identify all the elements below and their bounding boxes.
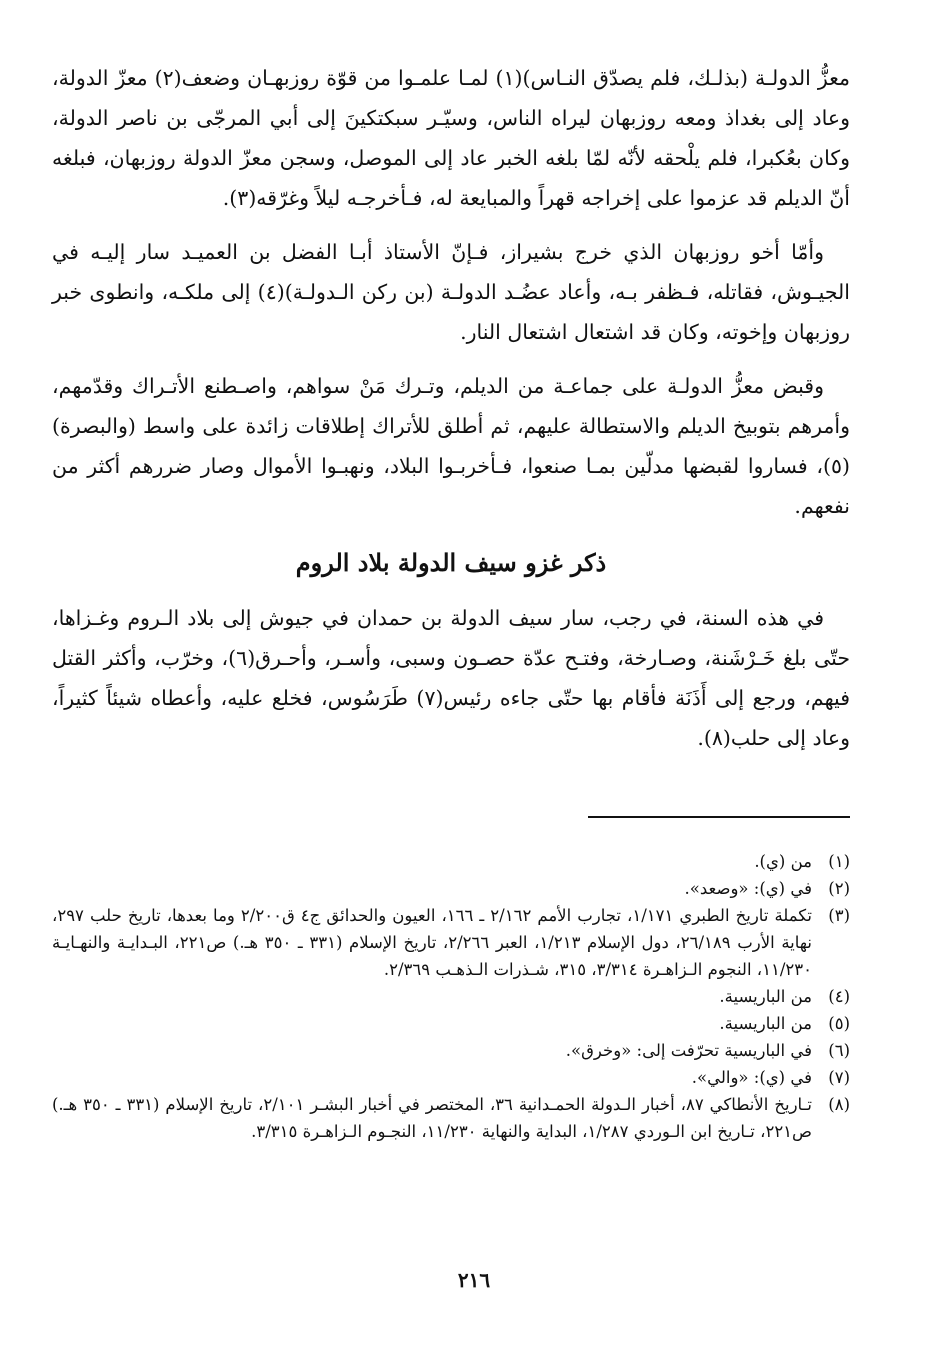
footnote <box>52 848 850 875</box>
footnote-number: (٥) <box>828 1014 850 1033</box>
footnote-text: في الباريسية تحرّفت إلى: «وخرق». <box>565 1041 812 1060</box>
footnote <box>52 1037 850 1064</box>
section-heading: ذكر غزو سيف الدولة بلاد الروم <box>295 548 607 577</box>
paragraph-4: في هذه السنة، في رجب، سار سيف الدولة بن حمدان في جيوش إلى بلاد الـروم وغـزاها، حتّى بلغ خَـرْشَنة، وصـارخة، وفتـح عدّة حصـون وسبى، وأسـر، وأحـرق(٦)، وخرّب، وأكثر القتل فيهم، ورجع إلى أَذَنَة فأقام بها حتّى جاءه رئيس(٧) طَرَسُوس، فخلع عليه، وأعطاه شيئاً كثيراً، وعاد إلى حلب(٨). <box>52 606 850 750</box>
footnote-separator <box>588 816 850 818</box>
footnote-number: (٨) <box>828 1095 850 1114</box>
footnote-text: من (ي). <box>754 852 812 871</box>
page-number: ٢١٦ <box>457 1268 491 1292</box>
footnote-text: تكملة تاريخ الطبري ١/١٧١، تجارب الأمم ٢/١٦٢ ـ ١٦٦، العيون والحدائق ج٤ ق٢/٢٠٠ وما بعدها، تاريخ حلب ٢٩٧، نهاية الأرب ٢٦/١٨٩، دول الإسلام ١/٢١٣، العبر ٢/٢٦٦، تاريخ الإسلام (٣٣١ ـ ٣٥٠ هـ.) ص٢٢١، البـدايـة والنهـايـة ١١/٢٣٠، النجوم الـزاهـرة ٣/٣١٤، ٣١٥، شـذرات الـذهـب ٢/٣٦٩. <box>52 906 813 979</box>
footnote-text: في (ي): «والي». <box>691 1068 812 1087</box>
footnote-number: (٣) <box>828 906 850 925</box>
paragraph-2: وأمّا أخو روزبهان الذي خرج بشيراز، فـإنّ الأستاذ أبـا الفضل بن العميـد سار إليـه في الجيـوش، فقاتله، فـظفر بـه، وأعاد عضُـد الدولـة (بن ركن الـدولـة)(٤) إلى ملكـه، وانطوى خبر روزبهان وإخوته، وكان قد اشتعال اشتعال النار. <box>52 240 851 344</box>
footnote-text: تـاريخ الأنطاكي ٨٧، أخبار الـدولة الحمـدانية ٣٦، المختصر في أخبار البشـر ٢/١٠١، تاريخ الإسلام (٣٣١ ـ ٣٥٠ هـ.) ص٢٢١، تـاريخ ابن الـوردي ١/٢٨٧، البداية والنهاية ١١/٢٣٠، النجـوم الـزاهـرة ٣/٣١٥. <box>52 1095 812 1141</box>
footnote-text: من الباريسية. <box>719 987 812 1006</box>
footnote <box>52 983 850 1010</box>
footnote-number: (١) <box>828 852 850 871</box>
footnote-number: (٤) <box>828 987 850 1006</box>
footnote-text: من الباريسية. <box>719 1014 812 1033</box>
footnote-number: (٧) <box>828 1068 850 1087</box>
footnote <box>52 902 850 983</box>
footnotes <box>52 848 850 1145</box>
footnote-text: في (ي): «وصعد». <box>684 879 812 898</box>
main-text <box>52 58 850 772</box>
paragraph-1: معزُّ الدولـة (بذلـك، فلم يصدّق النـاس)(١) لمـا علمـوا من قوّة روزبهـان وضعف(٢) معزّ الدولة، وعاد إلى بغداذ ومعه روزبهان ليراه الناس، وسيّـر سبكتكينَ إلى أبي المرجّى بن ناصر الدولة، وكان بعُكبرا، فلم يلْحقه لأنّه لمّا بلغه الخبر عاد إلى الموصل، وسجن معزّ الدولة روزبهان، فبلغه أنّ الديلم قد عزموا على إخراجه قهراً والمبايعة له، فـأخرجـه ليلاً وغرّقه(٣). <box>52 66 850 210</box>
footnote-number: (٦) <box>828 1041 850 1060</box>
footnote-number: (٢) <box>828 879 850 898</box>
footnote <box>52 1091 850 1145</box>
footnote <box>52 1010 850 1037</box>
paragraph-3: وقبض معزُّ الدولـة على جماعـة من الديلم، وتـرك مَنْ سواهم، واصـطنع الأتـراك وقدّمهم، وأمرهم بتوبيخ الديلم والاستطالة عليهم، ثم أطلق للأتراك إطلاقات زائدة على واسط (والبصرة)(٥)، فساروا لقبضها مدلّين بمـا صنعوا، فـأخربـوا البلاد، ونهبـوا الأموال وصار ضررهم أكثر من نفعهم. <box>52 374 850 518</box>
footnote <box>52 875 850 902</box>
footnote <box>52 1064 850 1091</box>
